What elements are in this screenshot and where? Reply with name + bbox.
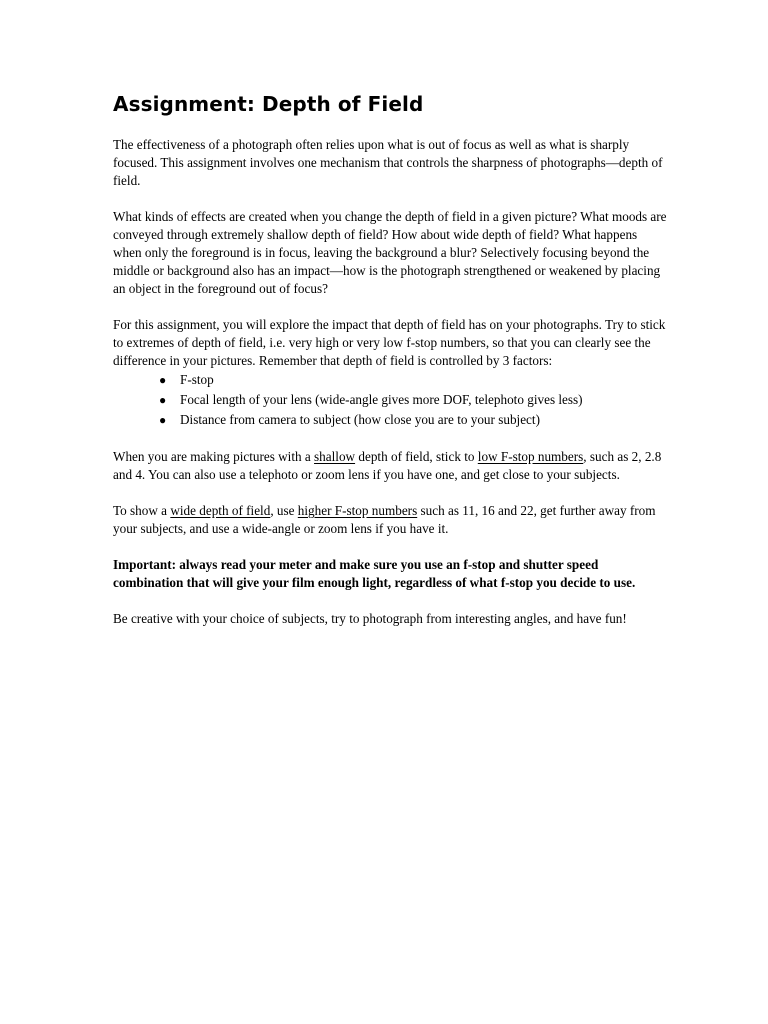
shallow-dof-paragraph	[113, 448, 668, 484]
wide-dof-paragraph	[113, 502, 668, 538]
factor-text: Distance from camera to subject (how close you are to your subject)	[180, 412, 540, 427]
underlined-term: low F-stop numbers	[477, 449, 584, 464]
important-note: Important: always read your meter and make sure you use an f-stop and shutter speed combination that will give your film enough light, regardless of what f-stop you decide to use.	[113, 557, 636, 590]
underlined-term: higher F-stop numbers	[297, 503, 418, 518]
text-run: , use	[270, 503, 298, 518]
factors-list	[113, 370, 668, 430]
text-run: such as 11, 16 and 22, get further away from your subjects, and use a wide-angle or zoom lens if you have it.	[113, 503, 656, 536]
closing-paragraph: Be creative with your choice of subjects, try to photograph from interesting angles, and have fun!	[113, 611, 627, 626]
bullet-icon: ●	[159, 373, 167, 387]
text-run: depth of field, stick to	[355, 449, 478, 464]
list-item	[113, 410, 668, 430]
text-run: , such as 2, 2.8 and 4. You can also use a telephoto or zoom lens if you have one, and get close to your subjects.	[113, 449, 662, 482]
list-item	[113, 370, 668, 390]
bullet-icon: ●	[159, 393, 167, 407]
text-run: When you are making pictures with a	[113, 449, 315, 464]
underlined-term: shallow	[314, 449, 356, 464]
underlined-term: wide depth of field	[170, 503, 271, 518]
factor-text: F-stop	[180, 372, 214, 387]
text-run: To show a	[113, 503, 171, 518]
factor-text: Focal length of your lens (wide-angle gives more DOF, telephoto gives less)	[180, 392, 583, 407]
intro-paragraph: The effectiveness of a photograph often relies upon what is out of focus as well as what is sharply focused. This assignment involves one mechanism that controls the sharpness of photographs—depth of field.	[113, 137, 663, 188]
questions-paragraph: What kinds of effects are created when you change the depth of field in a given picture? What moods are conveyed through extremely shallow depth of field? How about wide depth of field? What happens when only the foreground is in focus, leaving the background a blur? Selectively focusing beyond the middle or background also has an impact—how is the photograph strengthened or weakened by placing an object in the foreground out of focus?	[113, 209, 667, 296]
bullet-icon: ●	[159, 413, 167, 427]
list-item	[113, 390, 668, 410]
page-title: Assignment: Depth of Field	[113, 92, 424, 116]
assignment-paragraph: For this assignment, you will explore the impact that depth of field has on your photographs. Try to stick to extremes of depth of field, i.e. very high or very low f-stop numbers, so that you can clearly see the difference in your pictures. Remember that depth of field is controlled by 3 factors:	[113, 317, 666, 368]
